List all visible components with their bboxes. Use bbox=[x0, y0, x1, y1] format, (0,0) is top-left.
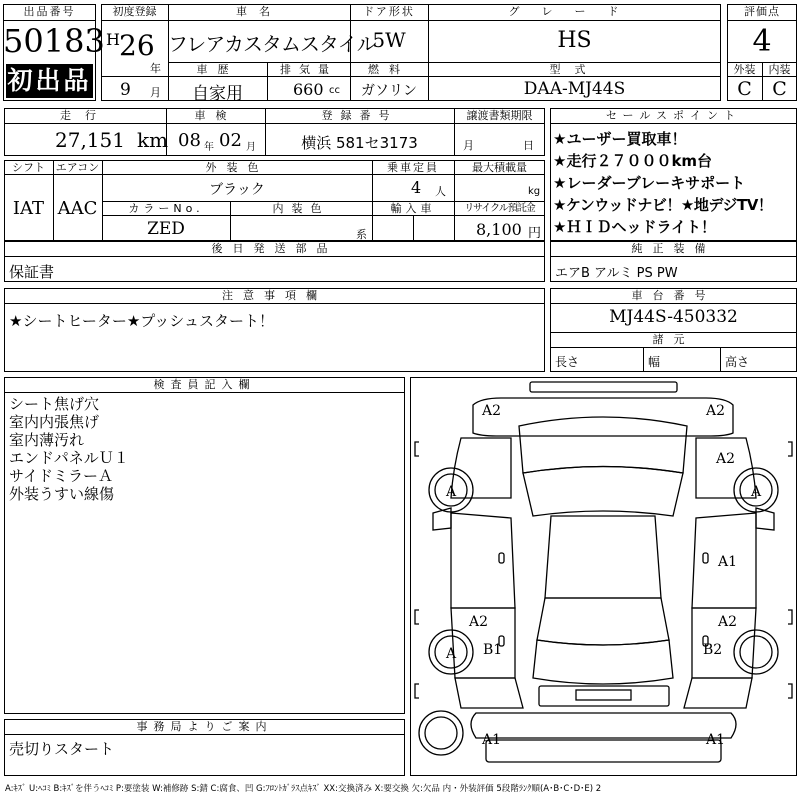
interior-grade: C bbox=[772, 78, 787, 100]
chassis-number: MJ44S-450332 bbox=[609, 307, 738, 327]
max-load-unit: kg bbox=[528, 186, 541, 197]
inspector-notes bbox=[9, 395, 129, 503]
notes-label: 注意事項欄 bbox=[222, 289, 327, 302]
plate-number: 横浜 581セ3173 bbox=[301, 134, 418, 152]
length-label: 長さ bbox=[555, 355, 580, 369]
plate-label: 登録番号 bbox=[321, 109, 398, 122]
doors-label: ドア形状 bbox=[363, 5, 415, 18]
selling-point: ★レーダーブレーキサポート bbox=[553, 174, 746, 192]
roof bbox=[545, 516, 661, 598]
first-listing-badge: 初出品 bbox=[6, 64, 93, 98]
damage-mark: A2 bbox=[718, 614, 738, 630]
era: H bbox=[106, 30, 120, 49]
damage-mark: A1 bbox=[482, 732, 502, 748]
max-load-label: 最大積載量 bbox=[472, 161, 527, 174]
doors: 5W bbox=[372, 28, 406, 52]
height-label: 高さ bbox=[725, 355, 750, 369]
damage-mark: A2 bbox=[469, 614, 489, 630]
inspection-month: 02 bbox=[219, 130, 242, 151]
office-label: 事務局よりご案内 bbox=[136, 720, 273, 733]
history: 自家用 bbox=[192, 84, 243, 104]
ext-color-label: 外装色 bbox=[205, 161, 269, 174]
recycle-unit: 円 bbox=[528, 226, 542, 241]
first-reg-year: 26 bbox=[119, 29, 155, 62]
width-label: 幅 bbox=[648, 355, 661, 369]
damage-mark: B2 bbox=[703, 642, 723, 658]
color-no-label: カラーNo. bbox=[128, 202, 204, 215]
score-label: 評価点 bbox=[744, 5, 780, 18]
exterior-grade: C bbox=[737, 78, 752, 100]
mileage-unit: km bbox=[137, 128, 169, 152]
notes-value: ★シートヒーター★プッシュスタート！ bbox=[9, 312, 274, 330]
inspector-line: 外装うすい線傷 bbox=[9, 485, 115, 503]
model-name: フレアカスタムスタイル bbox=[168, 32, 376, 56]
right-front-fender bbox=[696, 438, 756, 498]
dims-label: 諸元 bbox=[652, 333, 695, 346]
genuine-equipment-label: 純正装備 bbox=[631, 242, 716, 255]
first-reg-label: 初度登録 bbox=[112, 5, 157, 18]
selling-point: ★ユーザー買取車！ bbox=[553, 130, 687, 148]
damage-mark: A2 bbox=[716, 451, 736, 467]
inspection-month-unit: 月 bbox=[246, 142, 256, 153]
shift-label: シフト bbox=[12, 161, 45, 174]
lot-number: 50183 bbox=[3, 22, 105, 60]
year-unit: 年 bbox=[150, 62, 161, 75]
damage-mark: A1 bbox=[718, 554, 738, 570]
hood bbox=[519, 417, 687, 473]
inspector-line: シート焦げ穴 bbox=[9, 395, 100, 413]
ac-label: エアコン bbox=[55, 161, 100, 174]
capacity: 4 bbox=[411, 178, 422, 197]
int-color-unit: 系 bbox=[356, 228, 367, 241]
recycle-fee: 8,100 bbox=[476, 220, 522, 239]
windshield bbox=[523, 467, 683, 517]
inspector-label: 検査員記入欄 bbox=[153, 378, 256, 391]
fuel-label: 燃料 bbox=[368, 63, 410, 76]
first-reg-month: 9 bbox=[120, 80, 131, 100]
shift: IAT bbox=[12, 198, 45, 219]
license-area bbox=[576, 690, 631, 700]
month-unit: 月 bbox=[150, 86, 161, 99]
inspection-year-unit: 年 bbox=[204, 142, 214, 153]
damage-mark: A bbox=[446, 484, 457, 500]
vehicle-type: DAA-MJ44S bbox=[523, 79, 626, 99]
grade: HS bbox=[557, 28, 592, 53]
transfer-docs-label: 譲渡書類期限 bbox=[466, 109, 533, 122]
legend: A:ｷｽﾞ U:ﾍｺﾐ B:ｷｽﾞを伴うﾍｺﾐ P:要塗装 W:補修跡 S:錆 C:腐食、凹 G:ﾌﾛﾝﾄｶﾞﾗｽ点ｷｽﾞ XX:交換済み X:要交換 欠:欠品 内・外装評価 5段階ﾗﾝｸ順(A･B･C･D･E) 2 bbox=[5, 784, 602, 794]
chassis-label: 車台番号 bbox=[631, 289, 716, 302]
later-parts-value: 保証書 bbox=[9, 263, 55, 281]
damage-mark: A bbox=[446, 646, 457, 662]
ac: AAC bbox=[57, 198, 98, 219]
transfer-month: 月 bbox=[463, 139, 474, 152]
int-color-label: 内装色 bbox=[272, 202, 330, 215]
right-rear-quarter bbox=[684, 678, 752, 708]
grade-label: グレード bbox=[508, 5, 641, 18]
lot-number-label: 出品番号 bbox=[23, 5, 76, 18]
inspector-line: エンドパネルＵ１ bbox=[9, 449, 129, 467]
selling-point: ★ケンウッドナビ！★地デジTV！ bbox=[553, 196, 773, 214]
import-label: 輸入車 bbox=[390, 202, 436, 215]
mileage: 27,151 bbox=[55, 128, 125, 152]
damage-mark: B1 bbox=[483, 642, 503, 658]
history-label: 車歴 bbox=[196, 63, 239, 76]
transfer-day: 日 bbox=[523, 139, 534, 152]
displacement-unit: cc bbox=[329, 85, 340, 96]
color-no: ZED bbox=[147, 219, 185, 239]
capacity-label: 乗車定員 bbox=[387, 161, 439, 174]
damage-mark: A2 bbox=[706, 403, 726, 419]
inspector-line: 室内内張焦げ bbox=[9, 413, 100, 431]
selling-point: ★走行２７０００km台 bbox=[553, 152, 713, 170]
left-front-fender bbox=[451, 438, 511, 498]
selling-points-label: セールスポイント bbox=[605, 109, 741, 122]
inspector-line: 室内薄汚れ bbox=[9, 431, 85, 449]
inspection-year: 08 bbox=[178, 130, 201, 151]
model-label: 車名 bbox=[236, 5, 282, 18]
damage-mark: A bbox=[751, 484, 762, 500]
exterior-label: 外装 bbox=[733, 63, 756, 76]
rear-bumper-outline bbox=[471, 713, 736, 738]
damage-diagram bbox=[410, 377, 797, 776]
mileage-label: 走行 bbox=[60, 109, 110, 122]
ext-color: ブラック bbox=[209, 182, 265, 198]
capacity-unit: 人 bbox=[435, 185, 446, 198]
selling-points-list bbox=[553, 128, 797, 238]
inspection-label: 車検 bbox=[194, 109, 237, 122]
rear-window bbox=[537, 598, 669, 645]
later-parts-label: 後日発送部品 bbox=[211, 242, 338, 255]
displacement: 660 bbox=[293, 80, 324, 99]
rear-hatch bbox=[533, 640, 673, 684]
displacement-label: 排気量 bbox=[280, 63, 337, 76]
left-rear-quarter bbox=[455, 678, 523, 708]
type-label: 型式 bbox=[549, 63, 600, 76]
rear-bumper bbox=[539, 686, 669, 706]
recycle-label: リサイクル預託金 bbox=[464, 203, 535, 214]
left-front-door bbox=[451, 513, 515, 608]
selling-point: ★ＨＩＤヘッドライト！ bbox=[553, 218, 716, 236]
inspector-line: サイドミラーＡ bbox=[9, 467, 113, 485]
genuine-equipment-value: エアB アルミ PS PW bbox=[555, 266, 678, 281]
fuel: ガソリン bbox=[361, 83, 417, 99]
damage-mark: A1 bbox=[706, 732, 726, 748]
office-value: 売切りスタート bbox=[9, 740, 115, 758]
front-bumper bbox=[530, 382, 677, 392]
score: 4 bbox=[752, 24, 772, 59]
damage-mark: A2 bbox=[482, 403, 502, 419]
interior-label: 内装 bbox=[768, 63, 791, 76]
